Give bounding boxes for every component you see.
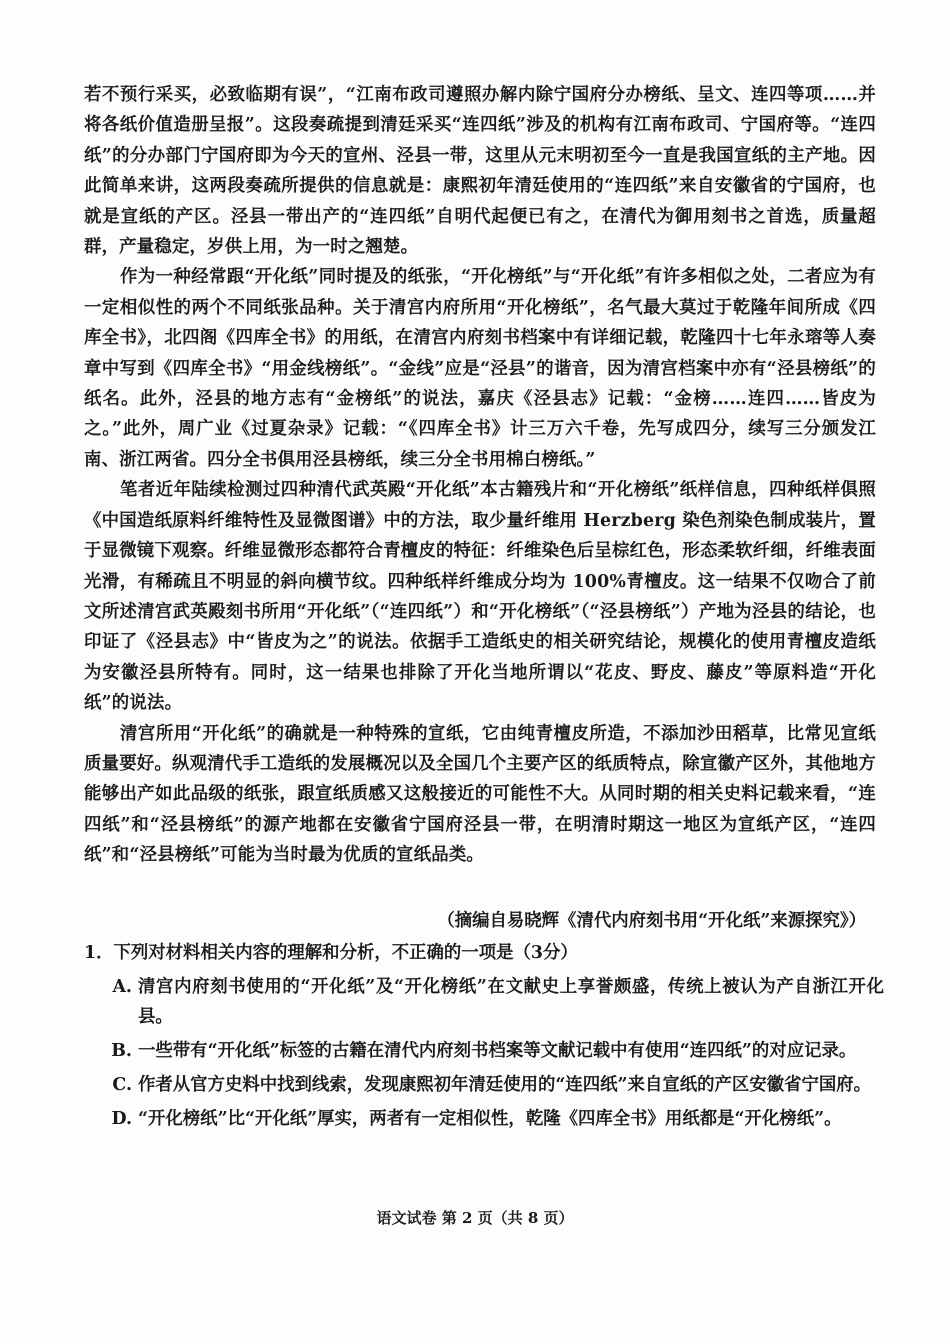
passage-paragraph-3: 笔者近年陆续检测过四种清代武英殿“开化纸”本古籍残片和“开化榜纸”纸样信息，四种纸样俱照《中国造纸原料纤维特性及显微图谱》中的方法，取少量纤维用 Herzberg 染色剂染色制成装片，置于显微镜下观察。纤维显微形态都符合青檀皮的特征：纤维染色后呈棕红色，形态柔软纤细，纤维表面光滑，有稀疏且不明显的斜向横节纹。四种纸样纤维成分均为 100%青檀皮。这一结果不仅吻合了前文所述清宫武英殿刻书所用“开化纸”（“连四纸”）和“开化榜纸”（“泾县榜纸”）产地为泾县的结论，也印证了《泾县志》中“皆皮为之”的说法。依据手工造纸史的相关研究结论，规模化的使用青檀皮造纸为安徽泾县所特有。同时，这一结果也排除了开化当地所谓以“花皮、野皮、藤皮”等原料造“开化纸”的说法。 <box>84 480 876 714</box>
option-text: 作者从官方史料中找到线索，发现康熙初年清廷使用的“连四纸”来自宣纸的产区安徽省宁国府。 <box>138 1075 872 1095</box>
passage-paragraph-1: 若不预行采买，必致临期有误”，“江南布政司遵照办解内除宁国府分办榜纸、呈文、连四等项……并将各纸价值造册呈报”。这段奏疏提到清廷采买“连四纸”涉及的机构有江南布政司、宁国府等。“连四纸”的分办部门宁国府即为今天的宣州、泾县一带，这里从元末明初至今一直是我国宣纸的主产地。因此简单来讲，这两段奏疏所提供的信息就是：康熙初年清廷使用的“连四纸”来自安徽省的宁国府，也就是宣纸的产区。泾县一带出产的“连四纸”自明代起便已有之，在清代为御用刻书之首选，质量超群，产量稳定，岁供上用，为一时之翘楚。 <box>84 85 876 258</box>
option-a <box>84 972 884 1032</box>
option-text: 一些带有“开化纸”标签的古籍在清代内府刻书档案等文献记载中有使用“连四纸”的对应记录。 <box>138 1041 857 1061</box>
passage-paragraph-2: 作为一种经常跟“开化纸”同时提及的纸张，“开化榜纸”与“开化纸”有许多相似之处，二者应为有一定相似性的两个不同纸张品种。关于清宫内府所用“开化榜纸”，名气最大莫过于乾隆年间所成《四库全书》，北四阁《四库全书》的用纸，在清宫内府刻书档案中有详细记载，乾隆四十七年永瑢等人奏章中写到《四库全书》“用金线榜纸”。“金线”应是“泾县”的谐音，因为清宫档案中亦有“泾县榜纸”的纸名。此外，泾县的地方志有“金榜纸”的说法，嘉庆《泾县志》记载：“金榜……连四……皆皮为之。”此外，周广业《过夏杂录》记载：“《四库全书》计三万六千卷，先写成四分，续写三分颁发江南、浙江两省。四分全书俱用泾县榜纸，续三分全书用棉白榜纸。” <box>84 267 876 470</box>
question-stem: 1．下列对材料相关内容的理解和分析，不正确的一项是（3分） <box>84 943 578 963</box>
passage-paragraph-4: 清宫所用“开化纸”的确就是一种特殊的宣纸，它由纯青檀皮所造，不添加沙田稻草，比常见宣纸质量要好。纵观清代手工造纸的发展概况以及全国几个主要产区的纸质特点，除宣徽产区外，其他地方能够出产如此品级的纸张，跟宣纸质感又这般接近的可能性不大。从同时期的相关史料记载来看，“连四纸”和“泾县榜纸”的源产地都在安徽省宁国府泾县一带，在明清时期这一地区为宣纸产区，“连四纸”和“泾县榜纸”可能为当时最为优质的宣纸品类。 <box>84 723 876 866</box>
option-letter: B. <box>111 1041 132 1061</box>
option-letter: D. <box>111 1109 132 1129</box>
question-1 <box>84 938 884 1138</box>
option-b <box>84 1036 884 1066</box>
option-text: “开化榜纸”比“开化纸”厚实，两者有一定相似性，乾隆《四库全书》用纸都是“开化榜纸”。 <box>138 1109 842 1129</box>
option-letter: A. <box>112 977 132 997</box>
option-letter: C. <box>112 1075 132 1095</box>
reading-passage <box>84 80 876 871</box>
option-text: 清宫内府刻书使用的“开化纸”及“开化榜纸”在文献史上享誉颇盛，传统上被认为产自浙江开化县。 <box>138 977 884 1027</box>
option-d <box>84 1104 884 1134</box>
option-c <box>84 1070 884 1100</box>
passage-source: （摘编自易晓辉《清代内府刻书用“开化纸”来源探究》） <box>437 911 866 931</box>
page-footer: 语文试卷 第 2 页（共 8 页） <box>376 1209 574 1227</box>
